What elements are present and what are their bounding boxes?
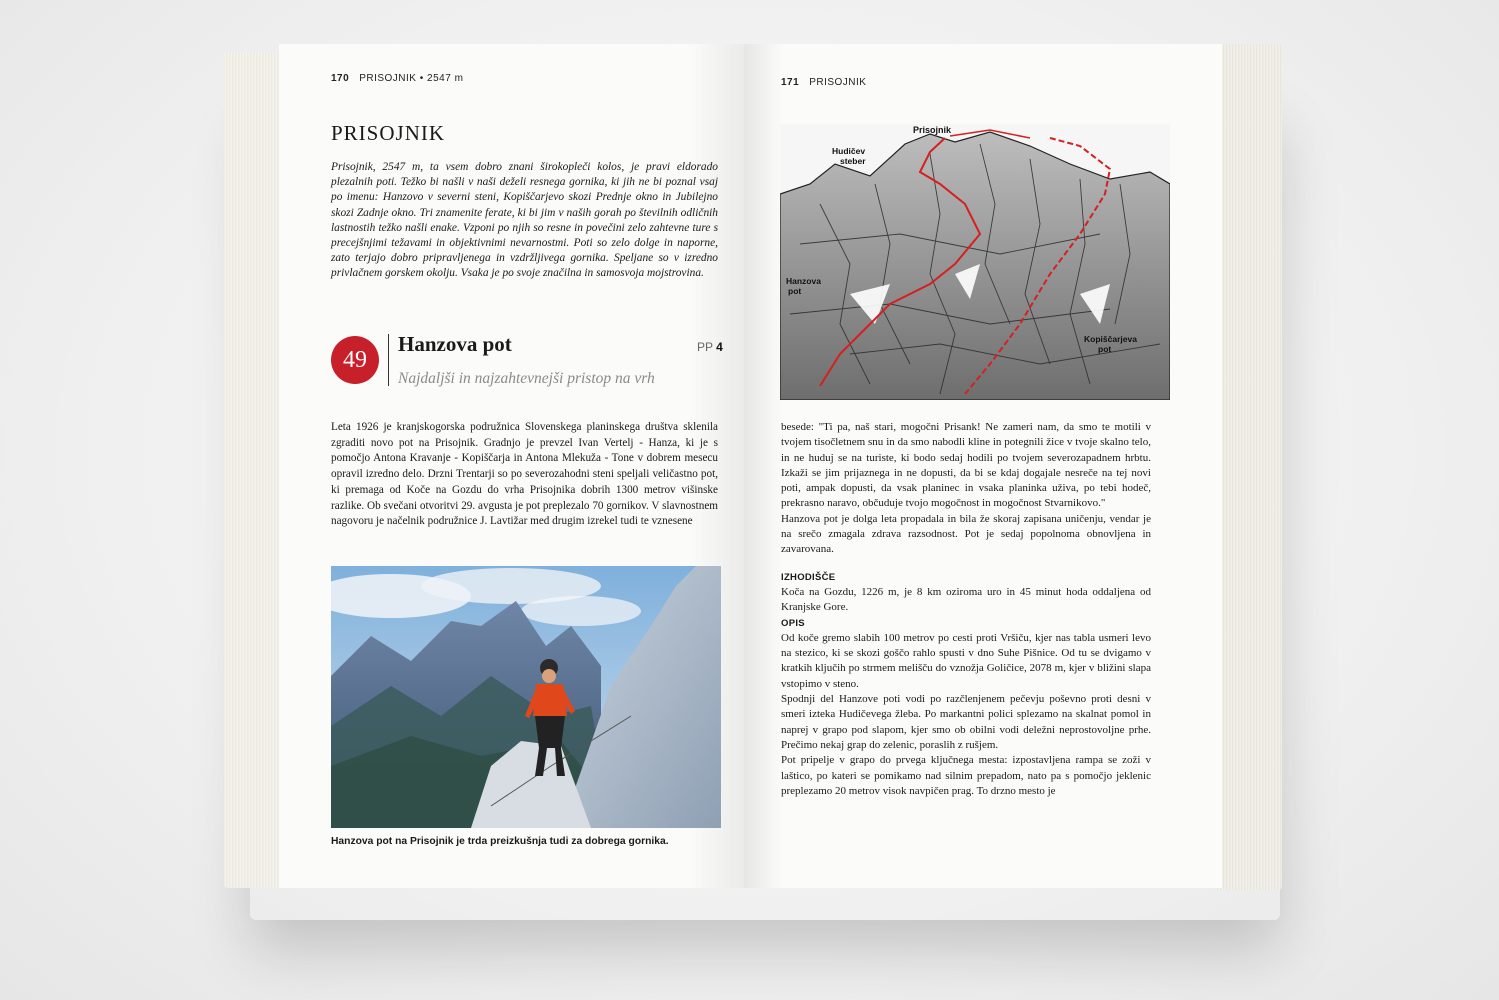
page-stack-right [1216,44,1282,890]
route-history-text: Leta 1926 je kranjskogorska podružnica Slovenskega planinskega društva sklenila zgraditi novo pot na Prisojnik. Gradnjo je prevzel Ivan Vertelj - Hanza, ki je s pomočjo Antona Kravanje - Kopiščarja in Antona Mlekuža - Tone v dobrem mesecu opravil izredno delo. Drzni Trentarji so po severozahodni steni speljali veličastno pot, ki premaga od Koče na Gozdu do vrha Prisojnika dobrih 1300 metrov višinske razlike. Ob svečani otvoritvi 29. avgusta je pot preplezalo 70 gornikov. V slavnostnem nagovoru je načelnik podružnice J. Lavtižar med drugim izrekel tudi te vznesene [331,421,718,528]
route-grade [697,340,723,354]
route-grade-label: PP [697,340,713,354]
route-grade-value: 4 [716,340,723,354]
page-stack-left [224,52,284,888]
left-running-title: PRISOJNIK [359,73,417,84]
map-label-hanzova-1: Hanzova [786,276,821,286]
route-divider [388,334,389,386]
description-p2: Spodnji del Hanzove poti vodi po razčlenjenem pečevju poševno proti desni v smeri izteka Hudičevega žleba. Po markantni polici splezamo na skalnat pomol in naprej v grapo pod slapom, kjer smo ob obilni vodi deležni neprostovoljne prhe. Prečimo nekaj grap do zelenic, poraslih z rušjem. [781,693,1151,751]
map-label-pillar-1: Hudičev [832,146,866,156]
route-sketch-map [780,124,1170,400]
photo-caption: Hanzova pot na Prisojnik je trda preizkušnja tudi za dobrega gornika. [331,836,669,847]
climber-photo [331,566,721,828]
chapter-intro: Prisojnik, 2547 m, ta vsem dobro znani širokopleči kolos, je pravi eldorado plezalnih poti. Težko bi našli v naši deželi resnega gornika, ki jih ne bi poznal vsaj po imenu: Hanzovo v severni steni, Kopiščarjevo skozi Prednje okno in Jubilejno skozi Zadnje okno. Tri znamenite ferate, ki bi jim v naših gorah po številnih odličnih lastnostih težko našli enake. Vzponi po njih so resne in povečini zelo zahtevne ture s precejšnjimi težavami in objektivnimi nevarnostmi. Poti so zelo dolge in naporne, zato terjajo dobro pripravljenega in vzdržljivega gornika. Speljane so v izredno privlačnem gorskem okolju. Vsaka je po svoje značilna in samosvoja mojstrovina. [331,161,718,280]
map-label-kopiscarjeva-2: pot [1098,344,1112,354]
chapter-heading: PRISOJNIK [331,121,446,145]
quote-after-text: Hanzova pot je dolga leta propadala in bila že skoraj zapisana uničenju, vendar je na srečo zmagala zdrava razsodnost. Pot je sedaj popolnoma obnovljena in zavarovana. [781,512,1151,556]
start-heading: IZHODIŠČE [781,571,836,583]
right-page-number: 171 [781,77,800,88]
route-subtitle: Najdaljši in najzahtevnejši pristop na vrh [398,370,655,387]
left-page-number: 170 [331,73,350,84]
route-number-badge: 49 [331,336,379,384]
right-running-title: PRISOJNIK [809,77,867,88]
description-heading: OPIS [781,617,805,629]
description-p3: Pot pripelje v grapo do prvega ključnega mesta: izpostavljena rampa se zoži v laštico, po kateri se pomikamo nad silnim prepadom, nato pa s pomočjo jeklenic preplezamo 20 metrov visok navpičen prag. To drzno mesto je [781,754,1151,797]
map-label-summit: Prisojnik [913,125,952,135]
left-running-head [331,73,463,84]
description-p1: Od koče gremo slabih 100 metrov po cesti proti Vršiču, kjer nas tabla usmeri levo na stezico, ki se skozi goščo rahlo spusti v dno Suhe Pišnice. Od tu se dvigamo v kratkih ključih po strmem melišču do vznožja Goličice, 2078 m, kjer v bližini slapa vstopimo v steno. [781,631,1151,690]
right-running-head [781,77,866,88]
start-text: Koča na Gozdu, 1226 m, je 8 km oziroma uro in 45 minut hoda oddaljena od Kranjske Gore. [781,585,1151,614]
left-running-extra: • 2547 m [419,73,464,84]
route-name: Hanzova pot [398,332,512,356]
right-text-column [781,420,1151,799]
map-label-hanzova-2: pot [788,286,802,296]
map-label-kopiscarjeva-1: Kopiščarjeva [1084,334,1137,344]
quote-text: besede: "Ti pa, naš stari, mogočni Prisank! Ne zameri nam, da smo te motili v tvojem tisočletnem snu in da smo nabodli kline in potegnili žice v tvoje skalno telo, in ne huduj se na turiste, ki bodo sedaj hodili po tvojem severozapadnem hrbtu. Izkaži se jim prijaznega in ne dopusti, da bi se kdaj dogajale nesreče na tej novi poti, ampak dopusti, da vsak planinec in vsaka planinka uživa, po tebi hodeč, prekrasno naravo, občuduje tvojo mogočnost in mogočnost Stvarnikovo." [781,421,1151,510]
map-label-pillar-2: steber [840,156,866,166]
